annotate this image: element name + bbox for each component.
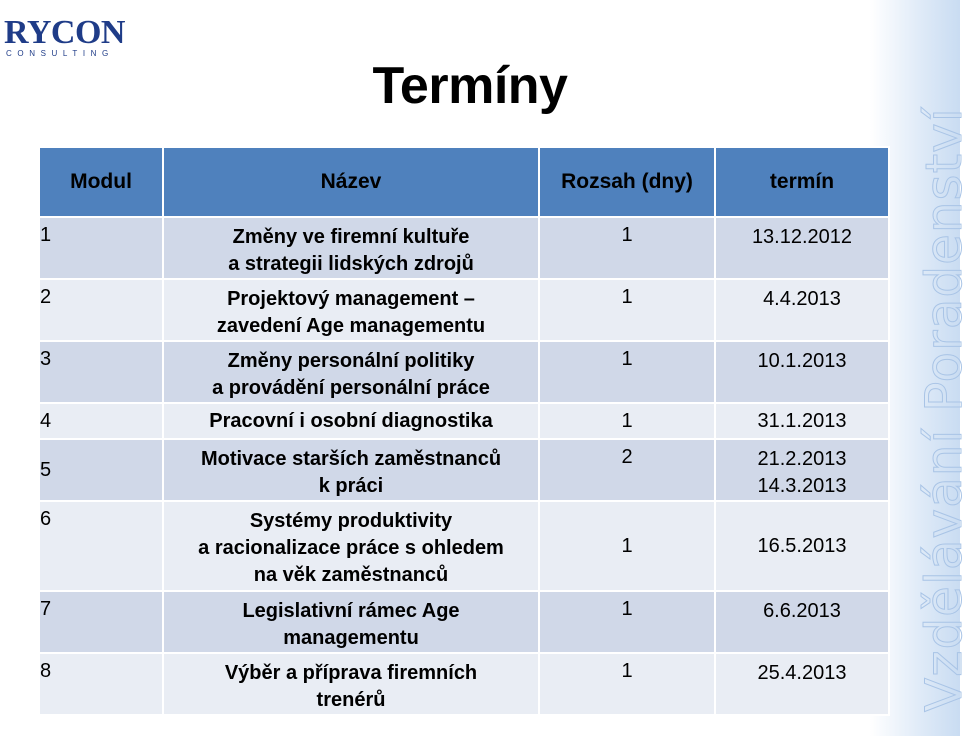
table-row [39, 501, 889, 591]
cell-termin [715, 439, 889, 501]
cell-nazev [163, 217, 539, 279]
header-rozsah: Rozsah (dny) [539, 147, 715, 217]
cell-nazev [163, 591, 539, 653]
date-line: 25.4.2013 [757, 662, 847, 684]
cell-termin [715, 653, 889, 715]
name-line: k práci [318, 475, 384, 497]
name-line: managementu [283, 627, 419, 649]
name-line: zavedení Age managementu [216, 315, 486, 337]
cell-nazev [163, 279, 539, 341]
cell-nazev [163, 653, 539, 715]
cell-nazev [163, 403, 539, 439]
cell-termin [715, 341, 889, 403]
cell-rozsah: 1 [539, 279, 715, 341]
date-line: 31.1.2013 [757, 409, 847, 432]
table-row [39, 279, 889, 341]
page-title: Termíny [372, 57, 568, 115]
date-line: 16.5.2013 [757, 534, 847, 557]
header-nazev: Název [163, 147, 539, 217]
header-termin: termín [715, 147, 889, 217]
cell-rozsah: 1 [539, 341, 715, 403]
date-line: 10.1.2013 [757, 350, 847, 372]
side-watermark-text: Vzdělávání Poradenství [915, 107, 973, 712]
cell-rozsah: 1 [539, 217, 715, 279]
cell-termin [715, 501, 889, 591]
schedule-table [38, 146, 890, 716]
table-row [39, 591, 889, 653]
name-line: Legislativní rámec Age [242, 600, 460, 622]
date-line: 14.3.2013 [757, 475, 847, 497]
table-row [39, 341, 889, 403]
date-line: 4.4.2013 [763, 288, 841, 310]
cell-nazev [163, 341, 539, 403]
cell-rozsah: 1 [539, 653, 715, 715]
cell-nazev [163, 439, 539, 501]
name-line: a racionalizace práce s ohledem [198, 537, 504, 559]
logo-name: RYCON [4, 14, 125, 51]
cell-modul: 7 [39, 591, 163, 653]
cell-termin [715, 403, 889, 439]
cell-rozsah: 1 [539, 403, 715, 439]
cell-termin [715, 279, 889, 341]
cell-rozsah: 1 [539, 591, 715, 653]
cell-modul: 1 [39, 217, 163, 279]
cell-modul: 4 [39, 403, 163, 439]
name-line: Změny ve firemní kultuře [232, 226, 470, 248]
company-logo [4, 16, 128, 58]
logo-subtitle: CONSULTING [6, 49, 114, 58]
name-line: Změny personální politiky [227, 350, 475, 372]
name-line: trenérů [316, 689, 386, 711]
cell-modul: 8 [39, 653, 163, 715]
cell-nazev [163, 501, 539, 591]
name-line: na věk zaměstnanců [253, 564, 449, 586]
date-line: 21.2.2013 [757, 448, 847, 470]
name-line: Výběr a příprava firemních [224, 662, 478, 684]
table-row [39, 653, 889, 715]
cell-modul: 3 [39, 341, 163, 403]
date-line: 6.6.2013 [763, 600, 841, 622]
name-line: Motivace starších zaměstnanců [200, 448, 502, 470]
table-row [39, 217, 889, 279]
cell-rozsah: 1 [539, 501, 715, 591]
header-modul: Modul [39, 147, 163, 217]
table-header-row [39, 147, 889, 217]
cell-rozsah: 2 [539, 439, 715, 501]
table-row [39, 439, 889, 501]
date-line: 13.12.2012 [751, 226, 853, 248]
table-row [39, 403, 889, 439]
cell-termin [715, 217, 889, 279]
name-line: a strategii lidských zdrojů [228, 253, 474, 275]
name-line: Systémy produktivity [249, 510, 453, 532]
name-line: Projektový management – [227, 288, 475, 310]
cell-modul: 2 [39, 279, 163, 341]
cell-modul: 6 [39, 501, 163, 591]
cell-termin [715, 591, 889, 653]
name-line: Pracovní i osobní diagnostika [209, 409, 493, 432]
cell-modul: 5 [39, 439, 163, 501]
name-line: a provádění personální práce [212, 377, 490, 399]
